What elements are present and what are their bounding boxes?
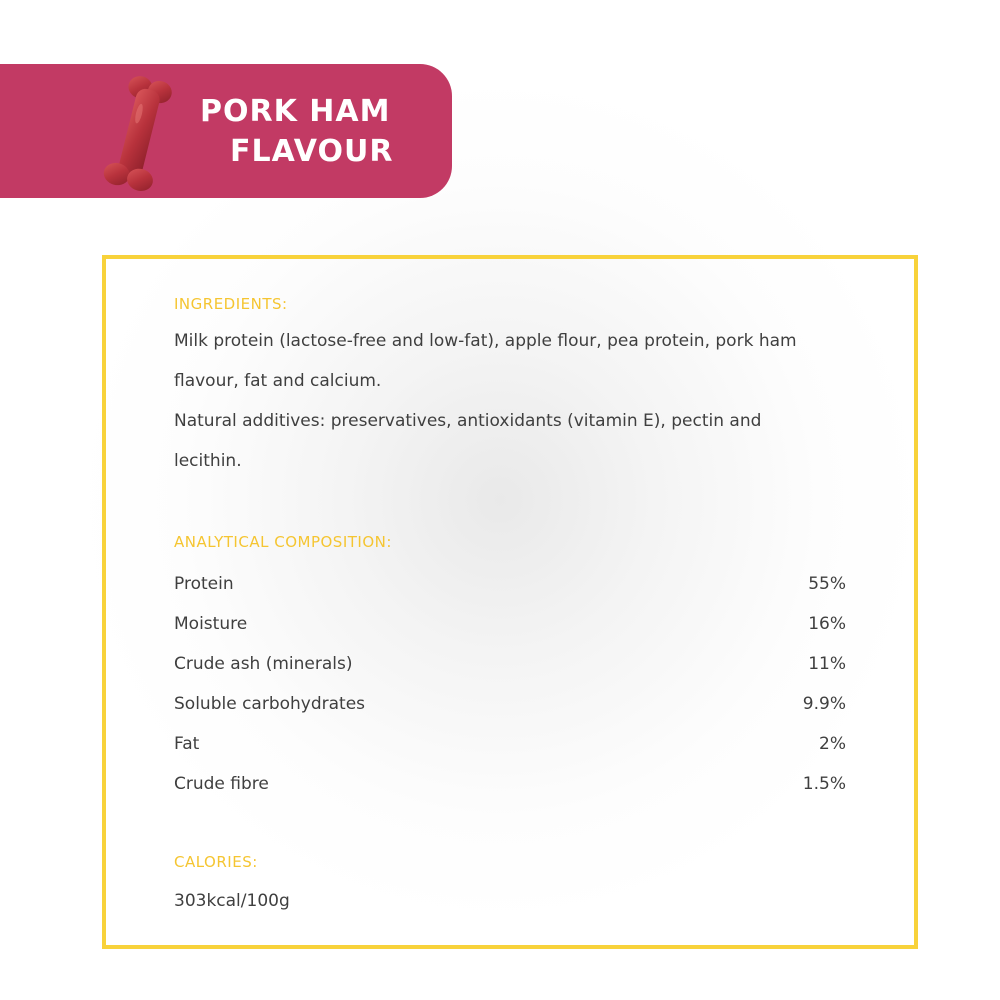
calories-heading: CALORIES:: [174, 853, 258, 871]
composition-row: [174, 764, 846, 804]
composition-label: Crude ash (minerals): [174, 654, 353, 674]
composition-row: [174, 644, 846, 684]
composition-label: Soluble carbohydrates: [174, 694, 366, 714]
analytical-heading: ANALYTICAL COMPOSITION:: [174, 533, 392, 551]
bone-treat-icon: [96, 74, 180, 194]
composition-row: [174, 724, 846, 764]
calories-value: 303kcal/100g: [174, 891, 290, 911]
composition-label: Moisture: [174, 614, 248, 634]
ingredients-text: [174, 321, 834, 481]
composition-row: [174, 564, 846, 604]
flavour-title-line1: PORK HAM: [200, 94, 391, 129]
composition-value: 16%: [808, 614, 846, 634]
composition-value: 9.9%: [802, 694, 846, 714]
flavour-title-line2: FLAVOUR: [230, 134, 394, 169]
composition-list: [174, 564, 846, 804]
composition-value: 2%: [819, 734, 846, 754]
nutrition-card: [102, 255, 918, 949]
composition-value: 1.5%: [802, 774, 846, 794]
composition-row: [174, 604, 846, 644]
additives-paragraph: Natural additives: preservatives, antioxidants (vitamin E), pectin and lecithin.: [174, 411, 762, 471]
flavour-title: [200, 92, 393, 172]
composition-label: Fat: [174, 734, 200, 754]
composition-value: 11%: [808, 654, 846, 674]
composition-label: Crude fibre: [174, 774, 269, 794]
ingredients-paragraph: Milk protein (lactose-free and low-fat), apple flour, pea protein, pork ham flavour, fat and calcium.: [174, 331, 797, 391]
composition-row: [174, 684, 846, 724]
composition-label: Protein: [174, 574, 234, 594]
composition-value: 55%: [808, 574, 846, 594]
ingredients-heading: INGREDIENTS:: [174, 295, 288, 313]
flavour-banner: [0, 64, 452, 198]
